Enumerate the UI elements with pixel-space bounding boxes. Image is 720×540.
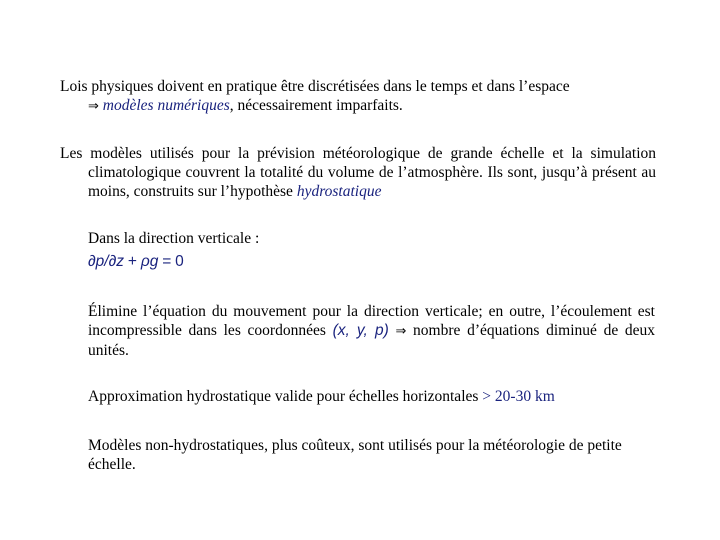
paragraph-elimination (88, 302, 655, 360)
p6-text: Modèles non-hydrostatiques, plus coûteux, sont utilisés pour la météorologie de petite échelle. (88, 437, 622, 473)
paragraph-vertical (88, 229, 648, 271)
p5-gt: > (482, 388, 492, 405)
implies-arrow-icon: ⇒ (88, 99, 99, 114)
p4-rest: nombre d’équations diminué de deux unités. (88, 322, 656, 359)
p4-text: Élimine l’équation du mouvement pour la direction verticale; en outre, l’écoulement est incompressible dans les coordonnées (88, 303, 655, 339)
implies-arrow-icon: ⇒ (395, 324, 407, 339)
hydrostatic-equation (88, 252, 648, 271)
paragraph-approximation (88, 387, 655, 406)
p1-rest: , nécessairement imparfaits. (229, 97, 403, 114)
eq-plus: + (127, 253, 137, 270)
eq-equals: = (162, 253, 172, 270)
p1-line2 (60, 96, 656, 116)
eq-dp-dz: ∂p/∂z (88, 253, 124, 270)
p2-text: Les modèles utilisés pour la prévision météorologique de grande échelle et la simulation climatologique couvrent la totalité du volume de l’atmosphère. Ils sont, jusqu’à présent au moins, construits sur l’hypothèse (60, 145, 656, 200)
p5-text: Approximation hydrostatique valide pour échelles horizontales (88, 388, 479, 405)
p3-label: Dans la direction verticale : (88, 230, 260, 247)
paragraph-models (60, 144, 656, 201)
p1-line1: Lois physiques doivent en pratique être discrétisées dans le temps et dans l’espace (60, 78, 570, 95)
paragraph-nonhydrostatic (88, 436, 648, 474)
p1-models: modèles numériques (102, 97, 230, 114)
p5-range: 20-30 km (494, 388, 555, 405)
paragraph-discretisation (60, 77, 656, 116)
p4-coords: (x, y, p) (332, 322, 389, 339)
eq-zero: 0 (175, 253, 184, 270)
p2-hydro: hydrostatique (296, 183, 382, 200)
eq-rho-g: ρg (140, 253, 159, 270)
